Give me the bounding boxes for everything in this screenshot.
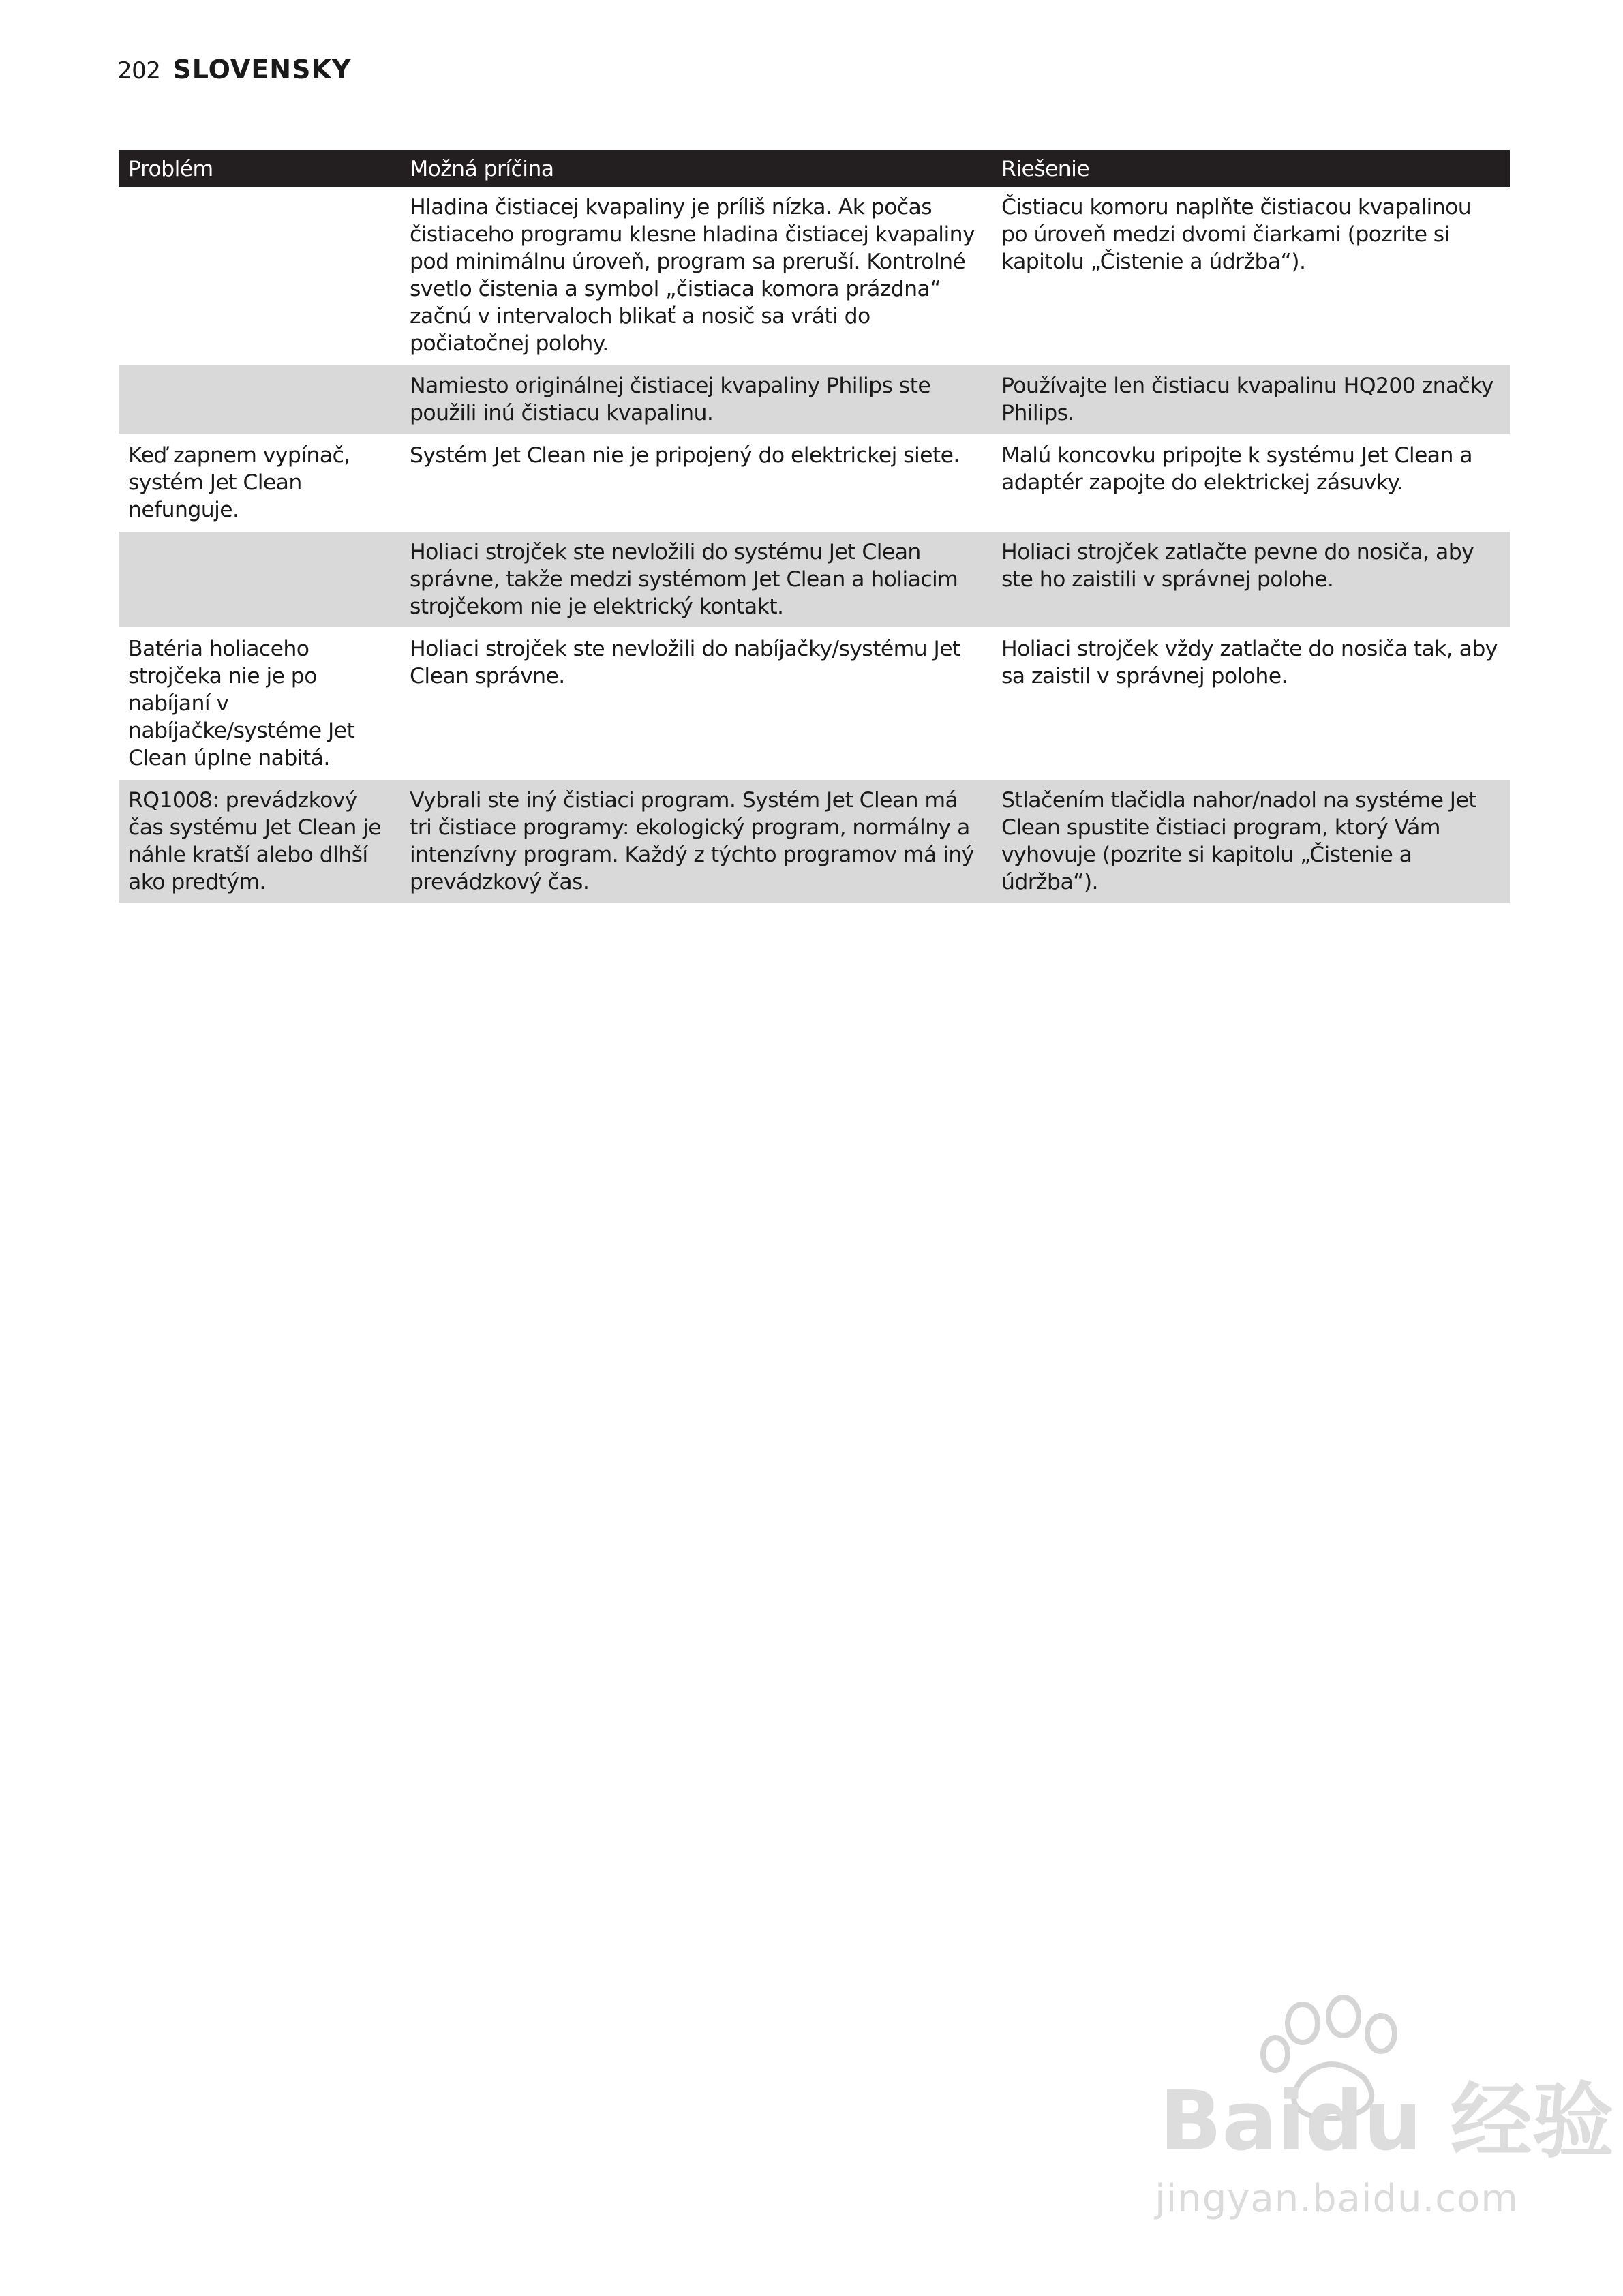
section-title: SLOVENSKY bbox=[172, 55, 352, 85]
baidu-watermark bbox=[1146, 1996, 1614, 2221]
watermark-url: jingyan.baidu.com bbox=[1155, 2177, 1519, 2221]
column-header-problem: Problém bbox=[119, 150, 400, 187]
cell-cause: Holiaci strojček ste nevložili do nabíjačky/systému Jet Clean správne. bbox=[400, 628, 992, 779]
cell-solution: Malú koncovku pripojte k systému Jet Clean a adaptér zapojte do elektrickej zásuvky. bbox=[992, 434, 1510, 531]
table-row bbox=[119, 187, 1510, 365]
table-header-row bbox=[119, 150, 1510, 187]
cell-problem bbox=[119, 365, 400, 434]
column-header-solution: Riešenie bbox=[992, 150, 1510, 187]
cell-solution: Holiaci strojček vždy zatlačte do nosiča tak, aby sa zaistil v správnej polohe. bbox=[992, 628, 1510, 779]
cell-problem: Batéria holiaceho strojčeka nie je po nabíjaní v nabíjačke/systéme Jet Clean úplne nabitá. bbox=[119, 628, 400, 779]
column-header-cause: Možná príčina bbox=[400, 150, 992, 187]
cell-cause: Hladina čistiacej kvapaliny je príliš nízka. Ak počas čistiaceho programu klesne hladina čistiacej kvapaliny pod minimálnu úroveň, program sa preruší. Kontrolné svetlo čistenia a symbol „čistiaca komora prázdna“ začnú v intervaloch blikať a nosič sa vráti do počiatočnej polohy. bbox=[400, 187, 992, 365]
cell-problem: RQ1008: prevádzkový čas systému Jet Clean je náhle kratší alebo dlhší ako predtým. bbox=[119, 779, 400, 903]
cell-cause: Namiesto originálnej čistiacej kvapaliny Philips ste použili inú čistiacu kvapalinu. bbox=[400, 365, 992, 434]
table-row bbox=[119, 365, 1510, 434]
cell-cause: Holiaci strojček ste nevložili do systému Jet Clean správne, takže medzi systémom Jet Clean a holiacim strojčekom nie je elektrický kontakt. bbox=[400, 531, 992, 628]
table-row bbox=[119, 531, 1510, 628]
baidu-paw-logo-icon bbox=[1146, 1996, 1614, 2173]
cell-cause: Systém Jet Clean nie je pripojený do elektrickej siete. bbox=[400, 434, 992, 531]
page-header bbox=[117, 55, 351, 93]
page-number: 202 bbox=[117, 57, 161, 85]
cell-solution: Používajte len čistiacu kvapalinu HQ200 značky Philips. bbox=[992, 365, 1510, 434]
cell-problem bbox=[119, 531, 400, 628]
baidu-brand-text: Baidu 经验 bbox=[1159, 2074, 1614, 2169]
table-row bbox=[119, 779, 1510, 903]
cell-cause: Vybrali ste iný čistiaci program. Systém Jet Clean má tri čistiace programy: ekologický program, normálny a intenzívny program. Každý z týchto programov má iný prevádzkový čas. bbox=[400, 779, 992, 903]
cell-solution: Holiaci strojček zatlačte pevne do nosiča, aby ste ho zaistili v správnej polohe. bbox=[992, 531, 1510, 628]
cell-problem: Keď zapnem vypínač, systém Jet Clean nefunguje. bbox=[119, 434, 400, 531]
cell-solution: Čistiacu komoru naplňte čistiacou kvapalinou po úroveň medzi dvomi čiarkami (pozrite si kapitolu „Čistenie a údržba“). bbox=[992, 187, 1510, 365]
table-row bbox=[119, 628, 1510, 779]
cell-solution: Stlačením tlačidla nahor/nadol na systéme Jet Clean spustite čistiaci program, ktorý Vám vyhovuje (pozrite si kapitolu „Čistenie a údržba“). bbox=[992, 779, 1510, 903]
cell-problem bbox=[119, 187, 400, 365]
table-row bbox=[119, 434, 1510, 531]
troubleshooting-table bbox=[119, 150, 1510, 903]
